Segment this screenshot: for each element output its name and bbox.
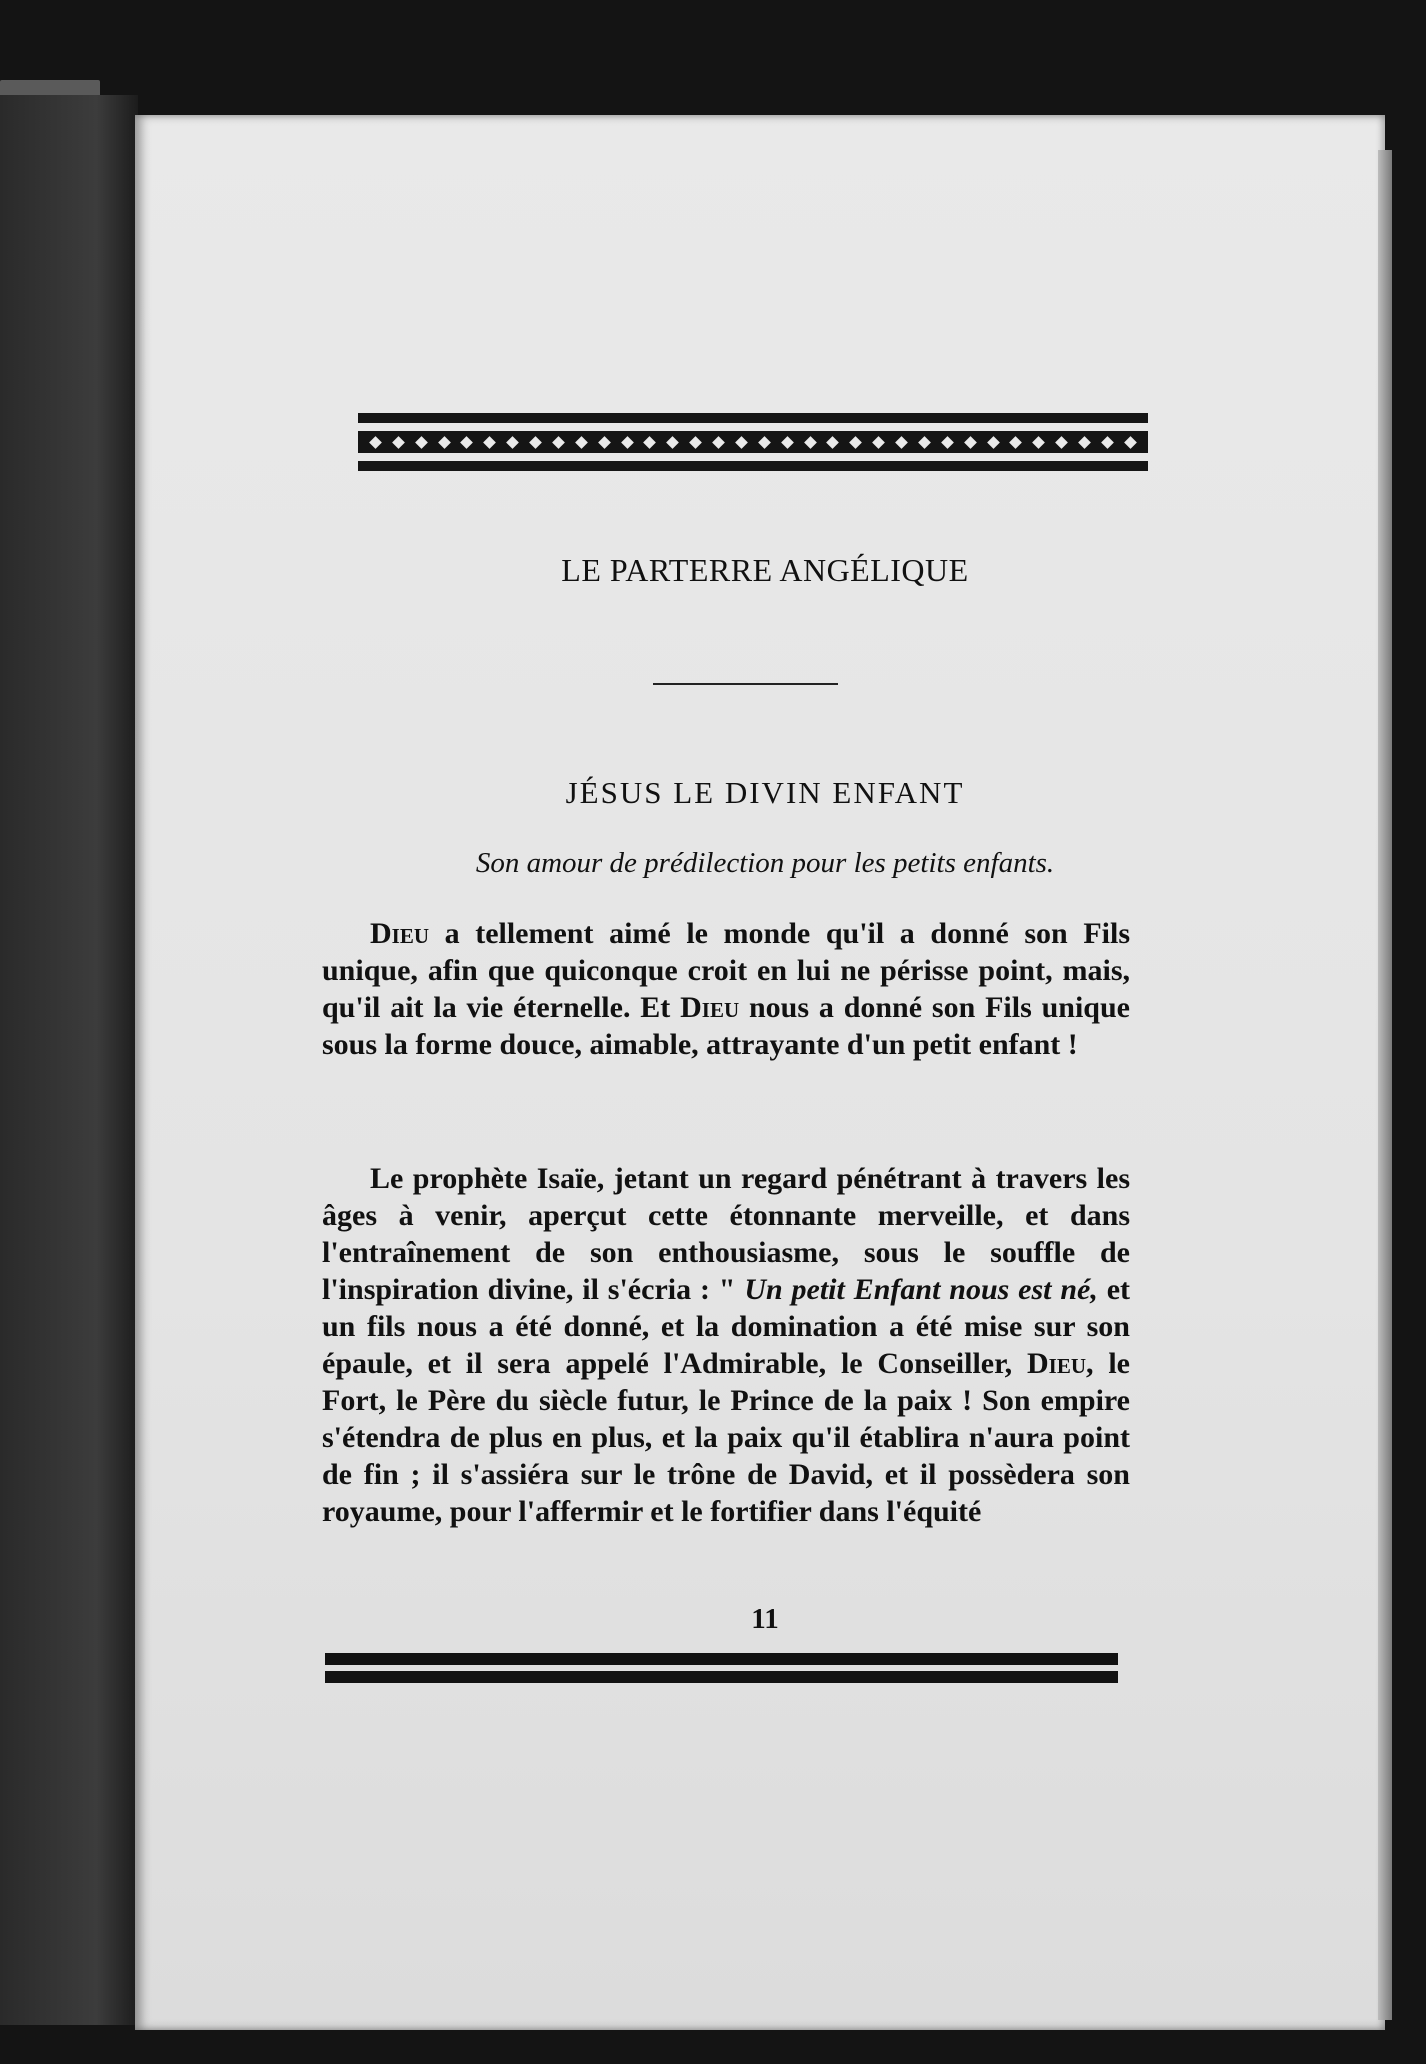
ornament-diamond-row [358,431,1148,453]
paragraph-2-text-a: Le prophète Isaïe, jetant un regard pénétrant à travers les âges à venir, aperçut cette étonnante merveille, et dans l'entraînement de son enthousiasme, sous le souffle de l'inspiration divine, il s'écria : " [322,1162,1130,1306]
ornament-diamond [964,436,977,449]
ornament-diamond [1124,436,1137,449]
section-title: JÉSUS LE DIVIN ENFANT [565,775,965,810]
ornament-diamond [369,436,382,449]
ornament-diamond [849,436,862,449]
page-number: 11 [751,1603,779,1635]
ornament-diamond [529,436,542,449]
ornament-diamond [1078,436,1091,449]
page-edge [1378,150,1392,2020]
top-ornament-band [358,413,1148,471]
ornament-diamond [461,436,474,449]
paragraph-1 [322,915,1130,1063]
ornament-diamond [804,436,817,449]
ornament-diamond [918,436,931,449]
ornament-diamond [735,436,748,449]
ornament-diamond [895,436,908,449]
ornament-diamond [758,436,771,449]
paragraph-2-quote: Un petit Enfant nous est né, [744,1273,1098,1306]
ornament-diamond [392,436,405,449]
ornament-diamond [712,436,725,449]
book-spine [0,95,138,2025]
paragraph-1-text-b: nous a donné son Fils unique sous la forme douce, aimable, attrayante d'un petit enfant ! [322,991,1130,1061]
ornament-diamond [598,436,611,449]
dieu-smallcaps: Dieu [1027,1347,1087,1380]
paragraph-2 [322,1160,1130,1530]
book-page [135,115,1385,2030]
section-subtitle: Son amour de prédilection pour les petits enfants. [475,847,1055,879]
ornament-diamond [827,436,840,449]
ornament-diamond [438,436,451,449]
ornament-diamond [506,436,519,449]
running-title: LE PARTERRE ANGÉLIQUE [561,552,969,588]
bottom-ornament-band [325,1653,1118,1683]
ornament-diamond [689,436,702,449]
ornament-diamond [621,436,634,449]
paragraph-1-text-a: a tellement aimé le monde qu'il a donné son Fils unique, afin que quiconque croit en lui ne périsse point, mais, qu'il ait la vie éternelle. Et [322,917,1130,1024]
ornament-diamond [941,436,954,449]
ornament-bar-bottom [358,461,1148,471]
ornament-bar-top [325,1653,1118,1665]
ornament-diamond [644,436,657,449]
ornament-diamond [552,436,565,449]
paragraph-2-text-c: , le Fort, le Père du siècle futur, le Prince de la paix ! Son empire s'étendra de plus en plus, et la paix qu'il établira n'aura point de fin ; il s'assiéra sur le trône de David, et il possèdera son royaume, pour l'affermir et le fortifier dans l'équité [322,1347,1130,1528]
ornament-diamond [483,436,496,449]
ornament-diamond [1010,436,1023,449]
ornament-diamond [415,436,428,449]
ornament-diamond [1101,436,1114,449]
ornament-diamond [781,436,794,449]
ornament-diamond [666,436,679,449]
dieu-smallcaps: Dieu [680,991,740,1024]
ornament-diamond [987,436,1000,449]
ornament-bar-top [358,413,1148,423]
paragraph-2-text-b: et un fils nous a été donné, et la domination a été mise sur son épaule, et il sera appelé l'Admirable, le Conseiller, [322,1273,1131,1380]
ornament-diamond [872,436,885,449]
ornament-diamond [1032,436,1045,449]
ornament-diamond [1055,436,1068,449]
dieu-smallcaps: Dieu [370,917,430,950]
ornament-bar-bottom [325,1671,1118,1683]
title-divider-rule [653,683,838,685]
ornament-diamond [575,436,588,449]
